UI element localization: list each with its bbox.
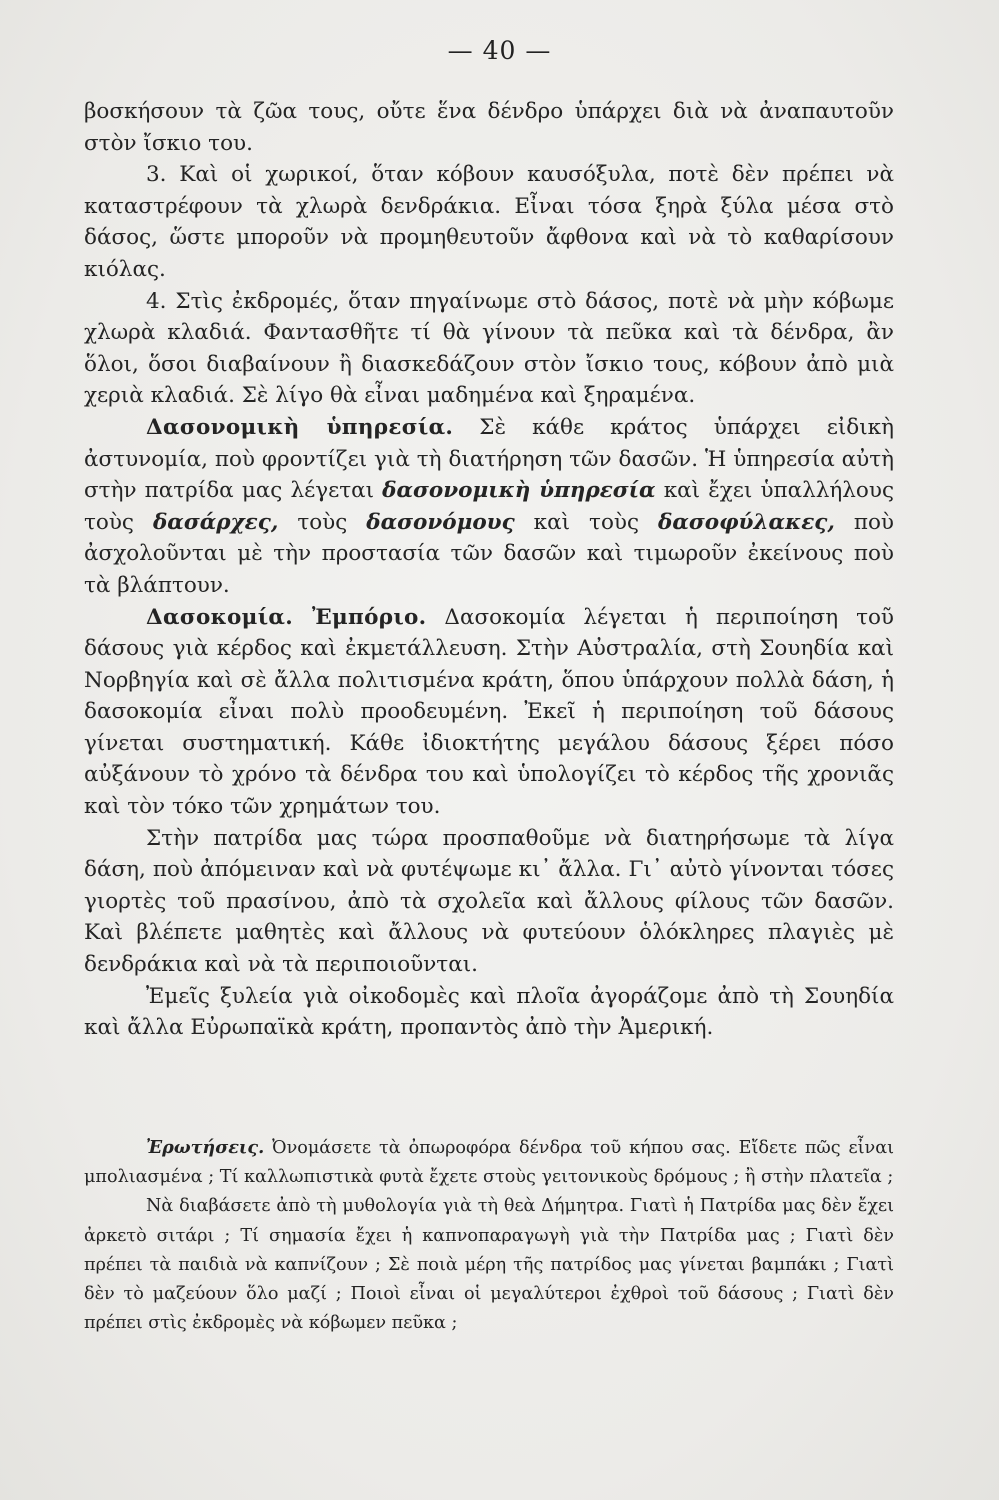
questions-heading: Ἐρωτήσεις. — [146, 1137, 265, 1158]
questions-paragraph-1 — [84, 1133, 894, 1192]
page-number: — 40 — — [447, 36, 552, 65]
text-span: Ὀνομάσετε τὰ ὀπωροφόρα δένδρα τοῦ κήπου σας. Εἴδετε πῶς εἶναι μπολιασμένα ; Τί καλλωπιστικὰ φυτὰ ἔχετε στοὺς γειτονικοὺς δρόμους ; ἢ στὴν πλατεῖα ; — [84, 1138, 894, 1188]
section-heading-forest-service: Δασονομικὴ ὑπηρεσία. — [146, 414, 454, 440]
questions-paragraph-2: Νὰ διαβάσετε ἀπὸ τὴ μυθολογία γιὰ τὴ θεὰ Δήμητρα. Γιατὶ ἡ Πατρίδα μας δὲν ἔχει ἀρκετὸ σιτάρι ; Τί σημασία ἔχει ἡ καπνοπαραγωγὴ γιὰ τὴν Πατρίδα μας ; Γιατὶ δὲν πρέπει τὰ παιδιὰ νὰ καπνίζουν ; Σὲ ποιὰ μέρη τῆς πατρίδος μας γίνεται βαμπάκι ; Γιατὶ δὲν τὸ μαζεύουν ὅλο μαζί ; Ποιοὶ εἶναι οἱ μεγαλύτεροι ἐχθροὶ τοῦ δάσους ; Γιατὶ δὲν πρέπει στὶς ἐκδρομὲς νὰ κόβωμεν πεῦκα ; — [84, 1196, 894, 1334]
text-span: καὶ ἔχει ὑπαλλήλους τοὺς — [84, 478, 894, 535]
text-span: Σὲ κάθε κράτος ὑπάρχει εἰδικὴ ἀστυνομία, ποὺ φροντίζει γιὰ τὴ διατήρηση τῶν δασῶν. Ἡ ὑπηρεσία αὐτὴ στὴν πατρίδα μας λέγεται — [84, 414, 894, 504]
paragraph-forest-service — [84, 412, 894, 602]
section-heading-forestry-trade: Δασοκομία. Ἐμπόριο. — [146, 604, 427, 630]
term-forest-service: δασονομικὴ ὑπηρεσία — [382, 478, 656, 504]
paragraph-timber-imports: Ἐμεῖς ξυλεία γιὰ οἰκοδομὲς καὶ πλοῖα ἀγοράζομε ἀπὸ τὴ Σουηδία καὶ ἄλλα Εὐρωπαϊκὰ κράτη, προπαντὸς ἀπὸ τὴν Ἀμερική. — [84, 983, 894, 1041]
term-forest-officers: δασονόμους — [366, 509, 515, 535]
text-span: Δασοκομία λέγεται ἡ περιποίηση τοῦ δάσους γιὰ κέρδος καὶ ἐκμετάλλευση. Στὴν Αὐστραλία, στὴ Σουηδία καὶ Νορβηγία καὶ σὲ ἄλλα πολιτισμένα κράτη, ὅπου ὑπάρχουν πολλὰ δάση, ἡ δασοκομία εἶναι πολὺ προοδευμένη. Ἐκεῖ ἡ περιποίηση τοῦ δάσους γίνεται συστηματική. Κάθε ἰδιοκτήτης μεγάλου δάσους ξέρει πόσο αὐξάνουν τὸ χρόνο τὰ δένδρα του καὶ ὑπολογίζει τὸ κέρδος τῆς χρονιᾶς καὶ τὸν τόκο τῶν χρημάτων του. — [84, 604, 895, 820]
text-span: καὶ τοὺς — [514, 509, 659, 535]
questions-section — [84, 1133, 894, 1338]
term-forest-rangers: δασοφύλακες, — [658, 509, 835, 535]
paragraph-continuation: βοσκήσουν τὰ ζῶα τους, οὔτε ἕνα δένδρο ὑπάρχει διὰ νὰ ἀναπαυτοῦν στὸν ἴσκιο του. — [84, 99, 894, 156]
text-span: ποὺ ἀσχολοῦνται μὲ τὴν προστασία τῶν δασῶν καὶ τιμωροῦν ἐκείνους ποὺ τὰ βλάπτουν. — [84, 509, 894, 598]
term-forest-chiefs: δασάρχες, — [152, 509, 279, 535]
paragraph-forestry-trade — [84, 602, 894, 823]
text-span: τοὺς — [278, 509, 367, 535]
main-text — [84, 96, 894, 1044]
paragraph-point-4: 4. Στὶς ἐκδρομές, ὅταν πηγαίνωμε στὸ δάσος, ποτὲ νὰ μὴν κόβωμε χλωρὰ κλαδιά. Φαντασθῆτε τί θὰ γίνουν τὰ πεῦκα καὶ τὰ δένδρα, ἂν ὅλοι, ὅσοι διαβαίνουν ἢ διασκεδάζουν στὸν ἴσκιο τους, κόβουν ἀπὸ μιὰ χεριὰ κλαδιά. Σὲ λίγο θὰ εἶναι μαδημένα καὶ ξηραμένα. — [84, 288, 894, 409]
paragraph-point-3: 3. Καὶ οἱ χωρικοί, ὅταν κόβουν καυσόξυλα, ποτὲ δὲν πρέπει νὰ καταστρέφουν τὰ χλωρὰ δενδράκια. Εἶναι τόσα ξηρὰ ξύλα μέσα στὸ δάσος, ὥστε μποροῦν νὰ προμηθευτοῦν ἄφθονα καὶ νὰ τὸ καθαρίσουν κιόλας. — [84, 162, 894, 282]
paragraph-homeland: Στὴν πατρίδα μας τώρα προσπαθοῦμε νὰ διατηρήσωμε τὰ λίγα δάση, ποὺ ἀπόμειναν καὶ νὰ φυτέψωμε κι᾿ ἄλλα. Γι᾿ αὐτὸ γίνονται τόσες γιορτὲς τοῦ πρασίνου, ἀπὸ τὰ σχολεῖα καὶ ἄλλους φίλους τῶν δασῶν. Καὶ βλέπετε μαθητὲς καὶ ἄλλους νὰ φυτεύουν ὁλόκληρες πλαγιὲς μὲ δενδράκια καὶ νὰ τὰ περιποιοῦνται. — [84, 825, 894, 978]
